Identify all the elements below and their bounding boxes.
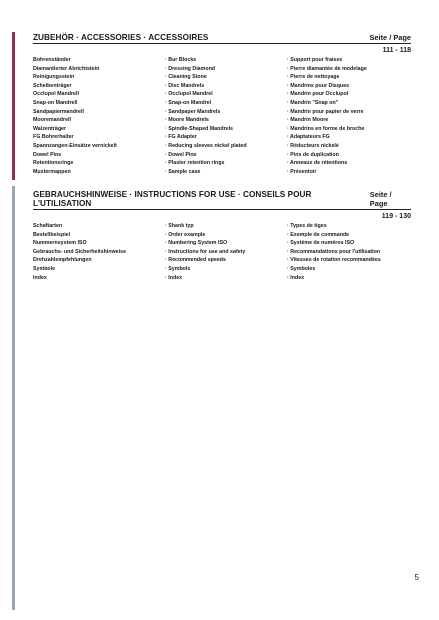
page-number: 5 [414, 573, 419, 582]
list-item: · Dowel Pins [165, 151, 287, 160]
list-item: · Moore Mandrels [165, 116, 287, 125]
list-item: · Recommended speeds [165, 256, 287, 265]
list-item: · Bur Blocks [165, 56, 287, 65]
page-label: Seite / Page [369, 190, 392, 208]
list-item: · Disc Mandrels [165, 82, 287, 91]
list-item: · Mandrin pour papier de verre [287, 108, 411, 117]
section-title: GEBRAUCHSHINWEISE · INSTRUCTIONS FOR USE · CONSEILS POUR L'UTILISATION [33, 190, 312, 208]
list-item: Diamantierter Abrichtstein [33, 65, 100, 72]
list-item: Walzenträger [33, 125, 67, 132]
list-item: Nummernsystem ISO [33, 240, 87, 247]
list-item: Symbole [33, 265, 56, 272]
list-item: · Index [287, 274, 411, 283]
list-item: Bohrenständer [33, 57, 71, 63]
list-item: · Pins de duplication [287, 151, 411, 160]
list-item: · FG Adapter [165, 133, 287, 142]
list-item: Reinigungsstein [33, 74, 75, 81]
list-item: · Dressing Diamond [165, 65, 287, 74]
list-item: · Vitesses de rotation recommandées [287, 256, 411, 265]
accessories-columns [33, 56, 411, 176]
list-item: · Index [165, 274, 287, 283]
list-item: · Numbering System ISO [165, 239, 287, 248]
instructions-section [33, 190, 411, 282]
list-item: · Mandrin "Snap on" [287, 99, 411, 108]
list-item: · Occlupol Mandrel [165, 90, 287, 99]
list-item: Bestellbeispiel [33, 231, 71, 238]
list-item: · Cleaning Stone [165, 73, 287, 82]
list-item: · Sample case [165, 168, 287, 177]
list-item: Dowel Pins [33, 151, 62, 158]
list-item: · Shank typ [165, 222, 287, 231]
list-item: FG Bohrerhalter [33, 134, 74, 141]
list-item: · Symboles [287, 265, 411, 274]
list-item: Retentionsringe [33, 160, 74, 167]
list-item: · Symbols [165, 265, 287, 274]
list-item: · Instructions for use and safety [165, 248, 287, 257]
list-item: Scheibenträger [33, 82, 72, 89]
column-english [165, 56, 287, 176]
page-range: 119 - 130 [381, 213, 411, 220]
list-item: · Réducteurs nickelé [287, 142, 411, 151]
column-english [165, 222, 287, 282]
page-range: 111 - 118 [382, 47, 411, 54]
list-item: · Order example [165, 231, 287, 240]
list-item: Schaftarten [33, 223, 63, 229]
list-item: · Sandpaper Mandrels [165, 108, 287, 117]
list-item: · Support pour fraises [287, 56, 411, 65]
list-item: · Mandrin Moore [287, 116, 411, 125]
list-item: Gebrauchs- und Sicherheitshinweise [33, 248, 127, 255]
list-item: · Pierre diamantée de modelage [287, 65, 411, 74]
page-label: Seite / Page [369, 33, 411, 42]
list-item: · Recommandations pour l'utilisation [287, 248, 411, 257]
list-item: Snap-on Mandrell [33, 99, 78, 106]
column-german [33, 222, 165, 282]
list-item: · Adaptateurs FG [287, 133, 411, 142]
list-item: · Pierre de nettoyage [287, 73, 411, 82]
list-item: Mustermappen [33, 168, 71, 175]
list-item: Drehzahlempfehlungen [33, 257, 92, 264]
list-item: Occlupol Mandrell [33, 91, 79, 98]
list-item: · Mandrins pour Disques [287, 82, 411, 91]
accessories-section [33, 33, 411, 176]
list-item: · Plaster retention rings [165, 159, 287, 168]
list-item: Spannzangen-Einsätze vernickelt [33, 142, 117, 149]
section-header [33, 33, 411, 44]
list-item: · Types de tiges [287, 222, 411, 231]
column-german [33, 56, 165, 176]
list-item: · Mandrins en forme de broche [287, 125, 411, 134]
list-item: Sandpapiermandrell [33, 108, 84, 115]
section-header [33, 190, 411, 210]
section-accent-bar-instructions [12, 186, 15, 610]
section-accent-bar-accessories [12, 32, 15, 180]
column-french [287, 56, 411, 176]
list-item: · Mandrin pour Occlupol [287, 90, 411, 99]
instructions-columns [33, 222, 411, 282]
list-item: · Reducing sleeves nickel plated [165, 142, 287, 151]
column-french [287, 222, 411, 282]
list-item: · Anneaux de rétentions [287, 159, 411, 168]
list-item: · Snap-on Mandrel [165, 99, 287, 108]
list-item: · Spindle-Shaped Mandrels [165, 125, 287, 134]
list-item: · Exemple de commande [287, 231, 411, 240]
list-item: · Système de numéros ISO [287, 239, 411, 248]
list-item: · Présentoir [287, 168, 411, 177]
list-item: Mooremandrell [33, 117, 71, 124]
section-title: ZUBEHÖR · ACCESSORIES · ACCESSOIRES [33, 33, 209, 42]
list-item: Index [33, 274, 47, 281]
